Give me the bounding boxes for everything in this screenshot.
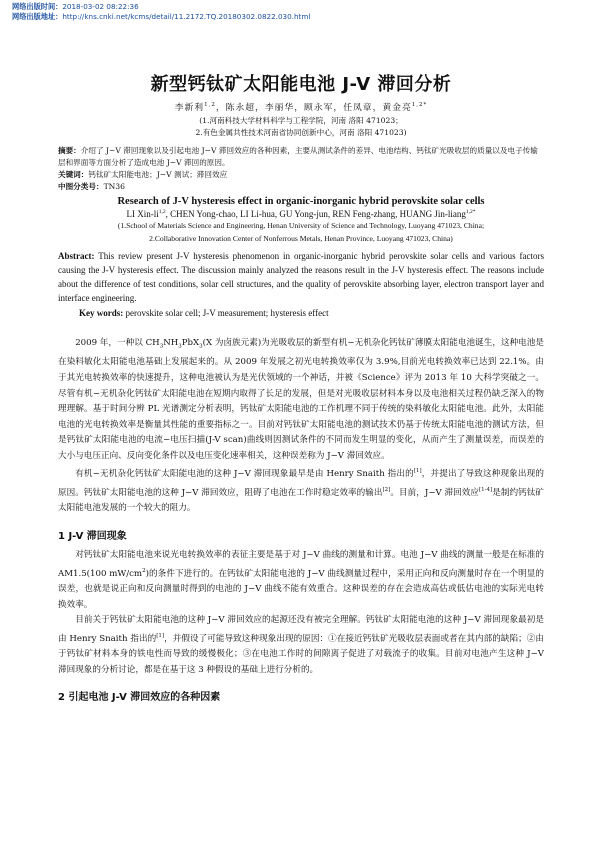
publication-url: 网络出版地址：http://kns.cnki.net/kcms/detail/11.2172.TQ.20180302.0822.030.html [12, 12, 311, 21]
affiliations-en: (1.School of Materials Science and Engineering, Henan University of Science and Technology, Luoyang 471023, China; 2.Collaborative Innovation Center of Nonferrous Metals, Henan Province, Luoyang 471023, China) [117, 221, 485, 243]
paper-page [58, 70, 544, 709]
abstract-cn: 摘要：介绍了 J−V 滞回现象以及引起电池 J−V 滞回效应的各种因素，主要从测试条件的差异、电池结构、钙钛矿光吸收层的质量以及电子传输层和界面等方面分析了造成电池 J−V 滞回的原因。 [58, 146, 538, 167]
classification-cn: 中图分类号：TN36 [58, 182, 125, 191]
publication-info [12, 2, 310, 22]
affiliations-cn: (1.河南科技大学材料科学与工程学院，河南 洛阳 471023； 2.有色金属共性技术河南省协同创新中心，河南 洛阳 471023) [195, 116, 407, 137]
publication-time: 网络出版时间：2018-03-02 08:22:36 [12, 2, 139, 11]
paper-title: 新型钙钛矿太阳能电池 J-V 滞回分析 [150, 74, 452, 95]
abstract-en: Abstract: This review present J-V hysteresis phenomenon in organic-inorganic hybrid perovskite solar cells and various factors causing the J-V hysteresis effect. The discussion mainly analyzed the reasons result in the J-V hysteresis effect. The reasons include about the difference of test conditions, solar cell structures, and the quality of perovskite absorbing layer, electron transport layer and interface engineering. [58, 251, 544, 303]
english-title: Research of J-V hysteresis effect in organic-inorganic hybrid perovskite solar cells [117, 196, 485, 207]
intro-paragraph-2: 有机−无机杂化钙钛矿太阳能电池的这种 J−V 滞回现象最早是由 Henry Snaith 指出的[1]，并提出了导致这种现象出现的原因。钙钛矿太阳能电池的这种 J−V 滞回效应，阻碍了电池在工作时稳定效率的输出[2]。目前，J−V 滞回效应[1-4]是制约钙钛矿太阳能电池发展的一个较大的阻力。 [58, 468, 544, 514]
section-1-paragraph-1: 对钙钛矿太阳能电池来说光电转换效率的表征主要是基于对 J−V 曲线的测量和计算。电池 J−V 曲线的测量一般是在标准的 AM1.5(100 $mW/cm^2$)的条件下进行的。在钙钛矿太阳能电池的 J−V 曲线测量过程中，采用正向和反向测量时存在一个明显的误差，也就是说正向和反向测量时得到的电池的 J−V 曲线不能有效重合。这种误差的存在会造成高估或低估电池的实际光电转换效率。 [58, 549, 545, 610]
section-1-heading: 1 J-V 滞回现象 [58, 530, 127, 542]
keywords-cn: 关键词：钙钛矿太阳能电池；J−V 测试；滞回效应 [58, 170, 228, 179]
section-1-paragraph-2: 目前关于钙钛矿太阳能电池的这种 J−V 滞回效应的起源还没有被完全理解。钙钛矿太阳能电池的这种 J−V 滞回现象最初是由 Henry Snaith 指出的[1]，并假设了可能导致这种现象出现的原因：①在接近钙钛矿光吸收层表面或者在其内部的缺陷；②由于钙钛矿材料本身的铁电性而导致的缓慢极化；③在电池工作时的间隙离子促进了对载流子的收集。目前对电池产生这种 J−V 滞回现象的分析讨论，都是在基于这 3 种假设的基础上进行分析的。 [58, 615, 544, 675]
section-2-heading: 2 引起电池 J-V 滞回效应的各种因素 [58, 692, 221, 704]
authors-cn: 李新利$^{1,2}$，陈永超，李丽华，顾永军，任凤章，黄金亮$^{1,2*}$ [174, 102, 428, 113]
authors-en: LI Xin-li$^{1,2}$, CHEN Yong-chao, LI Li-hua, GU Yong-jun, REN Feng-zhang, HUANG Jin-liang$^{1,2*}$ [126, 209, 476, 219]
intro-paragraph-1: 2009 年，一种以 $CH_3NH_3PbX_3(X$ 为卤族元素)为光吸收层的新型有机−无机杂化钙钛矿薄膜太阳能电池诞生，这种电池是在染料敏化太阳能电池基础上发展起来的。从 2009 年发展之初光电转换效率仅为 3.9%,目前光电转换效率已达到 22.1%。由于其光电转换效率的快速提升，这种电池被认为是光伏领域的一个神话，并被《Science》评为 2013 年 10 大科学突破之一。尽管有机−无机杂化钙钛矿太阳能电池在短期内取得了长足的发展，但是对光吸收层材料本身以及电池相关过程仍缺乏深入的物理理解。基于时间分辨 PL 光谱测定分析表明，钙钛矿太阳能电池的工作机理不同于传统的染料敏化太阳能电池。此外，太阳能电池的光电转换效率是衡量其性能的重要指标之一。目前对钙钛矿太阳能电池的测试技术仍基于传统太阳能电池的测试方法，但是钙钛矿太阳能电池的电流−电压扫描(J-V scan)曲线则因测试条件的不同而发生明显的变化，从而产生了测量误差，而误差的大小与电压正向、反向变化条件以及电压变化速率相关，这种误差称为 J−V 滞回效应。 [58, 338, 544, 461]
publication-url-link[interactable]: http://kns.cnki.net/kcms/detail/11.2172.TQ.20180302.0822.030.html [62, 12, 311, 21]
keywords-en: Key words: perovskite solar cell; J-V measurement; hysteresis effect [79, 308, 329, 318]
